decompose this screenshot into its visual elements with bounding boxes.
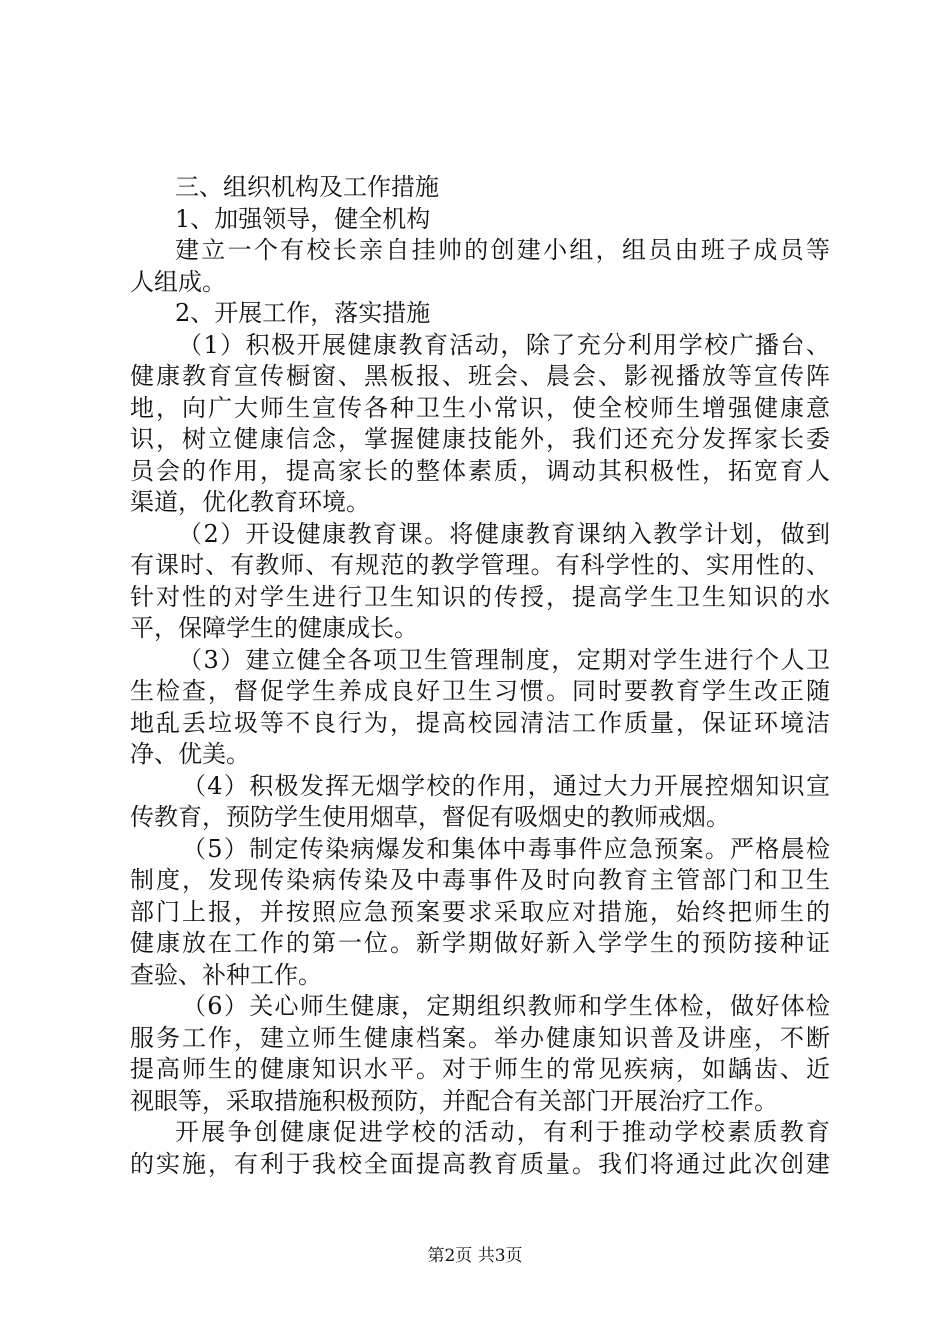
paragraph-line: 传教育，预防学生使用烟草，督促有吸烟史的教师戒烟。 [130, 803, 730, 831]
paragraph-line: 有课时、有教师、有规范的教学管理。有科学性的、实用性的、 [130, 551, 830, 579]
page-number-footer: 第2页 共3页 [427, 1246, 523, 1266]
paragraph-line: 人组成。 [130, 267, 226, 296]
paragraph-line: 制度，发现传染病传染及中毒事件及时向教育主管部门和卫生 [130, 866, 830, 894]
paragraph-line: 查验、补种工作。 [130, 960, 322, 989]
paragraph-line: 视眼等，采取措施积极预防，并配合有关部门开展治疗工作。 [130, 1086, 778, 1115]
subheading-1: 1、加强领导，健全机构 [175, 204, 431, 233]
section-heading: 三、组织机构及工作措施 [175, 173, 439, 201]
paragraph-line: 平，保障学生的健康成长。 [130, 614, 418, 642]
paragraph-line: 的实施，有利于我校全面提高教育质量。我们将通过此次创建 [130, 1149, 830, 1178]
paragraph-line: （6）关心师生健康，定期组织教师和学生体检，做好体检 [182, 992, 830, 1020]
paragraph-line: 净、优美。 [130, 740, 250, 768]
paragraph-line: 地，向广大师生宣传各种卫生小常识，使全校师生增强健康意 [130, 393, 830, 422]
paragraph-line: 提高师生的健康知识水平。对于师生的常见疾病，如龋齿、近 [130, 1055, 830, 1083]
paragraph-line: （1）积极开展健康教育活动，除了充分利用学校广播台、 [178, 330, 830, 359]
subheading-2: 2、开展工作，落实措施 [175, 299, 431, 327]
paragraph-line: 健康教育宣传橱窗、黑板报、班会、晨会、影视播放等宣传阵 [130, 362, 830, 390]
paragraph-line: （2）开设健康教育课。将健康教育课纳入教学计划，做到 [178, 519, 830, 548]
paragraph-line: （5）制定传染病爆发和集体中毒事件应急预案。严格晨检 [182, 834, 830, 863]
paragraph-line: 针对性的对学生进行卫生知识的传授，提高学生卫生知识的水 [130, 582, 830, 611]
paragraph-line: 开展争创健康促进学校的活动，有利于推动学校素质教育 [175, 1118, 830, 1146]
document-body [130, 172, 830, 1180]
paragraph-line: 地乱丢垃圾等不良行为，提高校园清洁工作质量，保证环境洁 [130, 708, 830, 737]
paragraph-line: 渠道，优化教育环境。 [130, 488, 370, 516]
paragraph-line: 健康放在工作的第一位。新学期做好新入学学生的预防接种证 [130, 929, 830, 957]
paragraph-line: 部门上报，并按照应急预案要求采取应对措施，始终把师生的 [130, 897, 830, 926]
paragraph-line: 员会的作用，提高家长的整体素质，调动其积极性，拓宽育人 [130, 456, 830, 485]
paragraph-line: （3）建立健全各项卫生管理制度，定期对学生进行个人卫 [178, 645, 830, 674]
paragraph-line: 生检查，督促学生养成良好卫生习惯。同时要教育学生改正随 [130, 677, 830, 705]
paragraph-line: 服务工作，建立师生健康档案。举办健康知识普及讲座，不断 [130, 1023, 830, 1052]
paragraph-line: （4）积极发挥无烟学校的作用，通过大力开展控烟知识宣 [182, 771, 830, 800]
paragraph-line: 建立一个有校长亲自挂帅的创建小组，组员由班子成员等 [175, 236, 830, 264]
paragraph-line: 识，树立健康信念，掌握健康技能外，我们还充分发挥家长委 [130, 425, 830, 453]
